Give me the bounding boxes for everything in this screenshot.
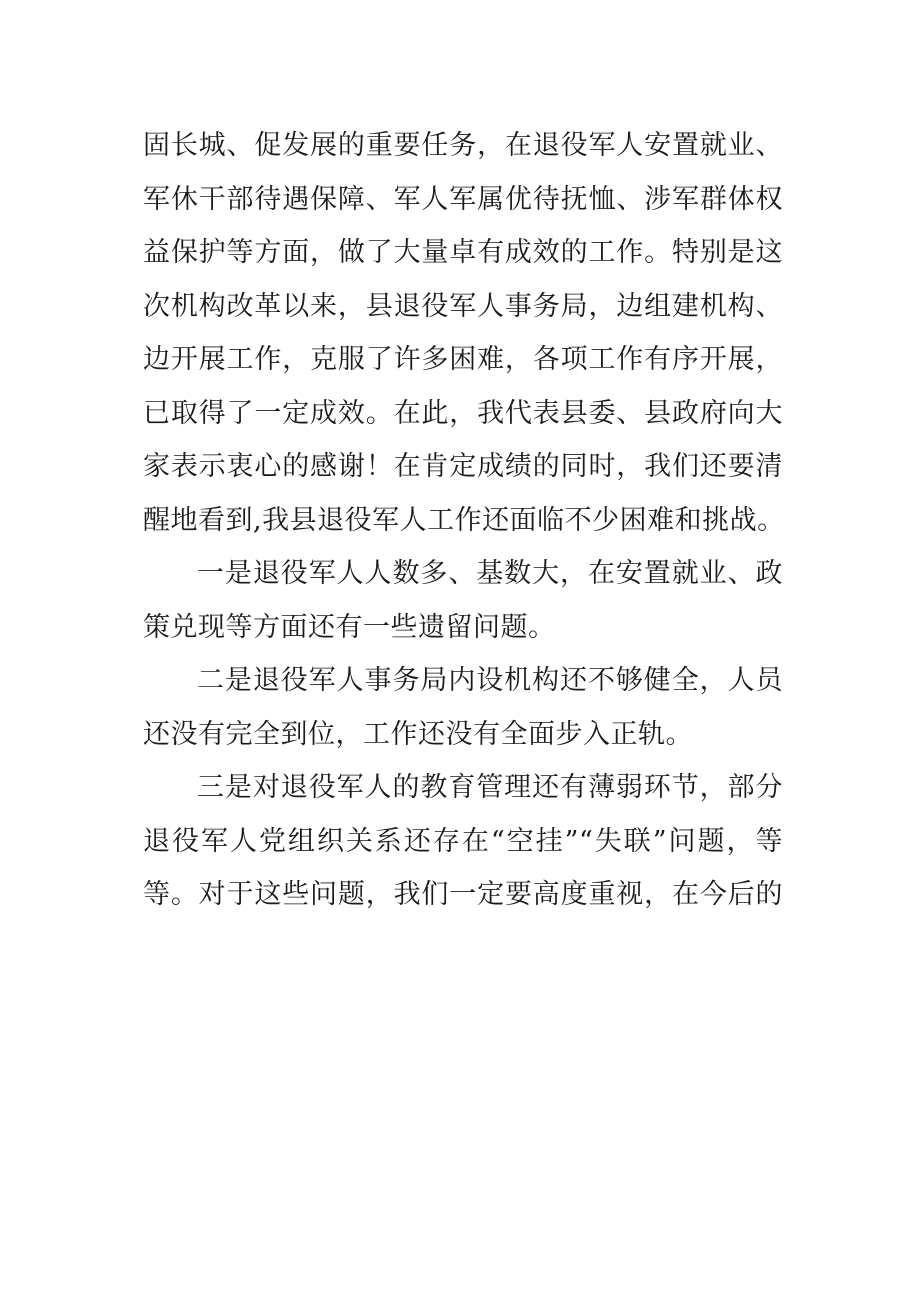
text-line: 已取得了一定成效。在此，我代表县委、县政府向大 <box>143 397 783 429</box>
text-line: 等。对于这些问题，我们一定要高度重视，在今后的 <box>143 879 783 910</box>
text-line: 策兑现等方面还有一些遗留问题。 <box>143 611 556 643</box>
text-line: 益保护等方面，做了大量卓有成效的工作。特别是这 <box>143 237 783 268</box>
text-line: 固长城、促发展的重要任务，在退役军人安置就业、 <box>143 130 783 161</box>
text-line: 还没有完全到位，工作还没有全面步入正轨。 <box>143 718 693 750</box>
paragraph-first-line: 三是对退役军人的教育管理还有薄弱环节，部分 <box>197 772 783 803</box>
text-line: 次机构改革以来，县退役军人事务局，边组建机构、 <box>143 290 783 322</box>
paragraph-first-line: 一是退役军人人数多、基数大，在安置就业、政 <box>197 558 783 589</box>
paragraph-first-line: 二是退役军人事务局内设机构还不够健全，人员 <box>197 665 783 696</box>
text-line: 边开展工作，克服了许多困难，各项工作有序开展， <box>143 344 783 375</box>
text-line: 家表示衷心的感谢！在肯定成绩的同时，我们还要清 <box>143 451 783 482</box>
text-line: 退役军人党组织关系还存在“空挂”“失联”问题，等 <box>143 825 783 857</box>
text-line: 军休干部待遇保障、军人军属优待抚恤、涉军群体权 <box>143 183 783 215</box>
text-line: 醒地看到,我县退役军人工作还面临不少困难和挑战。 <box>143 504 785 536</box>
document-body <box>143 119 783 922</box>
